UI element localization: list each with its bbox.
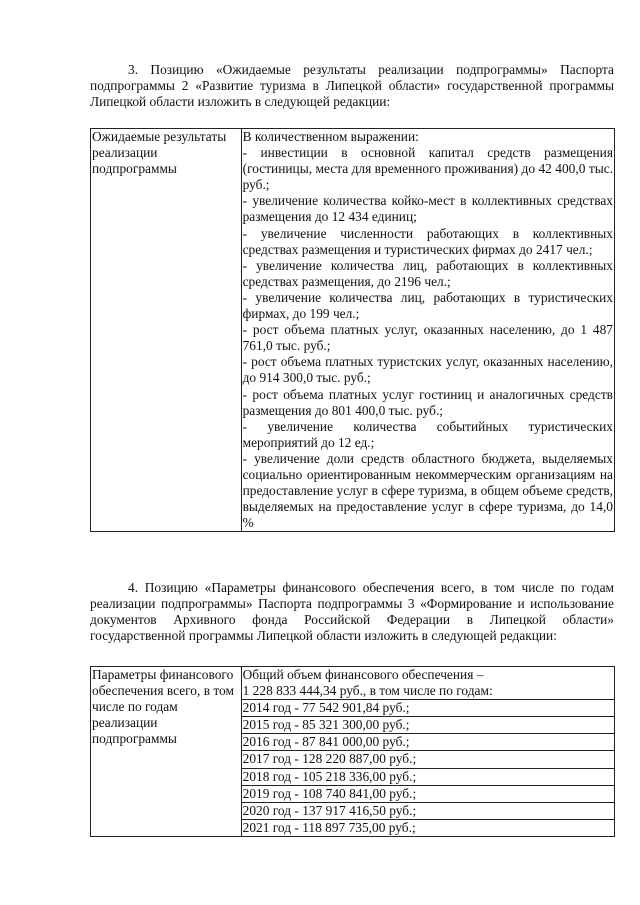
year-row: 2015 год - 85 321 300,00 руб.; — [241, 717, 614, 734]
year-row: 2014 год - 77 542 901,84 руб.; — [241, 700, 614, 717]
list-item: - увеличение количества лиц, работающих в коллективных средствах размещения, до 2196 чел.; — [242, 257, 613, 289]
list-item: - увеличение количества койко-мест в коллективных средствах размещения до 12 434 единиц; — [242, 193, 613, 225]
list-item: - рост объема платных услуг гостиниц и аналогичных средств размещения до 801 400,0 тыс. руб.; — [242, 386, 613, 418]
year-row: 2017 год - 128 220 887,00 руб.; — [241, 751, 614, 768]
list-item: - увеличение количества событийных туристических мероприятий до 12 ед.; — [242, 418, 613, 450]
list-item: - рост объема платных услуг, оказанных населению, до 1 487 761,0 тыс. руб.; — [242, 322, 613, 354]
list-item: - увеличение количества лиц, работающих в туристических фирмах, до 199 чел.; — [242, 289, 613, 322]
section-3-intro: 3. Позицию «Ожидаемые результаты реализации подпрограммы» Паспорта подпрограммы 2 «Развитие туризма в Липецкой области» государственной программы Липецкой области изложить в следующей редакции: — [90, 62, 614, 109]
financing-content — [241, 667, 614, 700]
expected-results-table — [90, 128, 615, 532]
financing-table — [90, 666, 615, 837]
table-row — [91, 129, 615, 532]
financing-label: Параметры финансового обеспечения всего, в том числе по годам реализации подпрограммы — [91, 667, 242, 837]
expected-results-label: Ожидаемые результаты реализации подпрограммы — [91, 129, 242, 532]
year-row: 2020 год - 137 917 416,50 руб.; — [241, 802, 614, 819]
list-item: - увеличение численности работающих в коллективных средствах размещения и туристических фирмах до 2417 чел.; — [242, 225, 613, 257]
year-row: 2016 год - 87 841 000,00 руб.; — [241, 734, 614, 751]
expected-results-content — [241, 129, 614, 532]
list-item: - увеличение доли средств областного бюджета, выделяемых социально ориентированным некоммерческим организациям на предоставление услуг в сфере туризма, в общем объеме средств, выделяемых на предоставление услуг в сфере туризма, до 14,0 % — [242, 450, 613, 531]
year-row: 2021 год - 118 897 735,00 руб.; — [241, 819, 614, 836]
year-row: 2018 год - 105 218 336,00 руб.; — [241, 768, 614, 785]
expected-results-header: В количественном выражении: — [242, 129, 419, 144]
financing-total-line-1: Общий объем финансового обеспечения – — [242, 667, 484, 682]
financing-total-line-2: 1 228 833 444,34 руб., в том числе по годам: — [242, 683, 493, 699]
list-item: - рост объема платных туристских услуг, оказанных населению, до 914 300,0 тыс. руб.; — [242, 354, 613, 386]
table-row — [91, 667, 615, 700]
year-row: 2019 год - 108 740 841,00 руб.; — [241, 785, 614, 802]
section-4-intro: 4. Позицию «Параметры финансового обеспечения всего, в том числе по годам реализации подпрограммы» Паспорта подпрограммы 3 «Формирование и использование документов Архивного фонда Российской Федерации в Липецкой области» государственной программы Липецкой области изложить в следующей редакции: — [90, 580, 614, 643]
list-item: - инвестиции в основной капитал средств размещения (гостиницы, места для временного проживания) до 42 400,0 тыс. руб.; — [242, 145, 613, 193]
